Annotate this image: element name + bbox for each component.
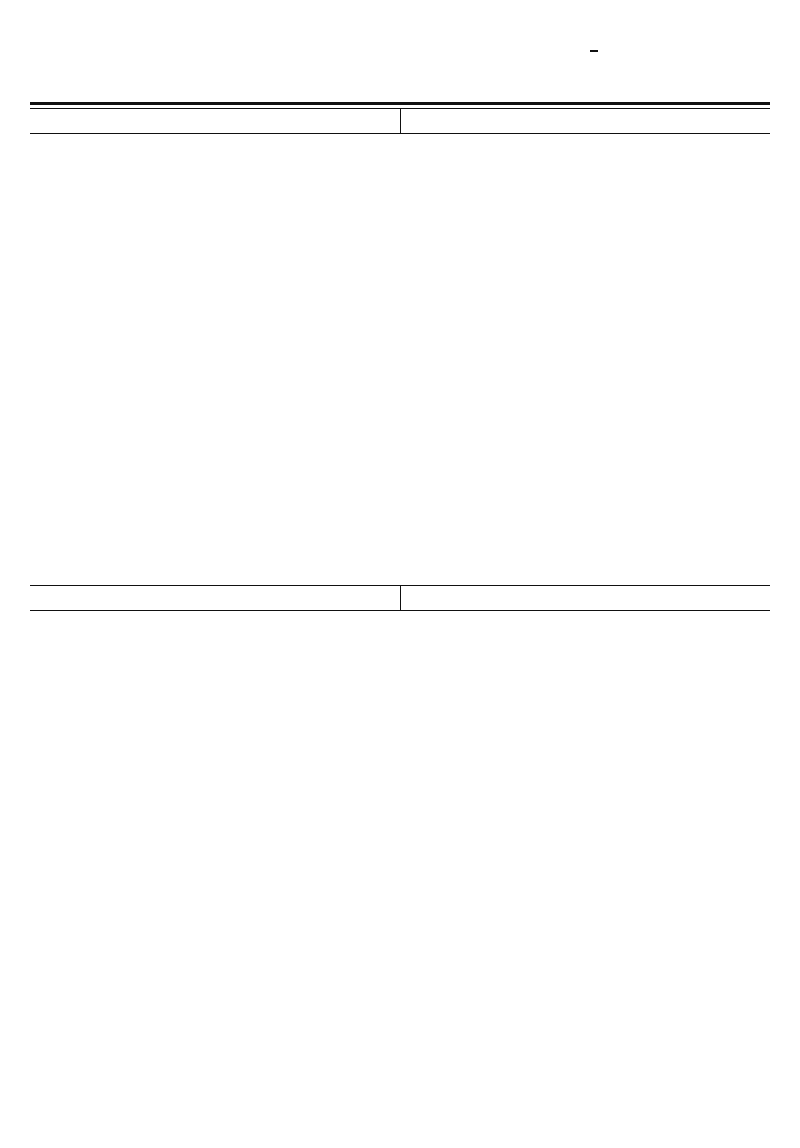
bottom-schedule [30,611,770,1095]
day-heading-thursday [400,586,771,610]
day-heading-monday [30,109,400,133]
top-schedule [30,134,770,580]
days-bottom [30,585,770,1095]
issue-page-number [590,50,598,52]
day-heading-tuesday [400,109,771,133]
masthead [30,40,770,105]
day-heading-wednesday [30,586,400,610]
days-top [30,108,770,580]
paper-info [650,48,770,50]
